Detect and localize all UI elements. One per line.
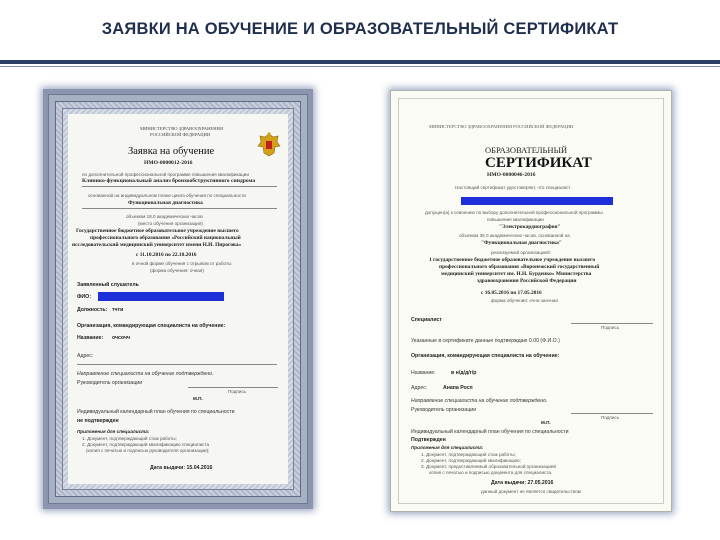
address-label: Адрес:: [77, 353, 94, 359]
plan-line: Индивидуальный календарный план обучения по специальности: [411, 429, 569, 435]
address-label: Адрес:: [411, 385, 428, 391]
org-name-value: очсочч: [112, 335, 130, 341]
certificate-kind: ОБРАЗОВАТЕЛЬНЫЙ: [485, 145, 568, 155]
specialty-intro: основанной на индивидуальном плане цикла обучения по специальности: [88, 193, 246, 198]
study-form-caption: (форма обучения: очная): [150, 268, 204, 273]
plan-line: Индивидуальный календарный план обучения по специальности: [77, 409, 235, 415]
ministry-line-1: МИНИСТЕРСТВО ЗДРАВООХРАНЕНИЯ: [140, 126, 223, 131]
attachments-label: Приложения для специалиста:: [411, 445, 484, 450]
slide-title: ЗАЯВКИ НА ОБУЧЕНИЕ И ОБРАЗОВАТЕЛЬНЫЙ СЕРТИФИКАТ: [101, 20, 619, 38]
attachment-2: 2. Документ, подтверждающий квалификацию специалиста: [82, 442, 210, 447]
specialist-signature-line: [571, 323, 653, 324]
certificate-number: НМО-0000046-2016: [487, 172, 536, 178]
attachments-label: Приложения для специалиста:: [77, 429, 150, 434]
hours-line: объемом 18.0 академических часов: [126, 214, 203, 219]
fio-label: ФИО:: [77, 294, 91, 300]
certifies-line: Настоящий сертификат удостоверяет, что специалист: [455, 185, 571, 190]
data-confirmation: Указанные в сертификате данные подтверждаю 0.00 (Ф.И.О.): [411, 338, 560, 344]
attachment-1: 1. Документ, подтверждающий стаж работы;: [421, 452, 516, 457]
position-value: тчти: [112, 307, 124, 313]
footer-note: данный документ не является свидетельством: [481, 489, 581, 494]
specialist-label: Специалист: [411, 317, 442, 323]
certificate-title: СЕРТИФИКАТ: [485, 155, 592, 171]
specialty-underline: [82, 208, 277, 209]
qualification-line: повышения квалификации: [487, 217, 544, 222]
implemented-by: реализуемой организацией:: [491, 250, 551, 255]
org-name-label: Название:: [77, 335, 104, 341]
education-certificate-document: [390, 90, 672, 512]
ministry-line-2: РОССИЙСКОЙ ФЕДЕРАЦИИ: [150, 132, 211, 137]
head-of-org-label: Руководитель организации: [77, 380, 143, 386]
attachment-1: 1. Документ, подтверждающий стаж работы;: [82, 436, 177, 441]
attachment-4: копия с печатью и подписью документа для специалиста.: [429, 470, 553, 475]
head-of-org-label: Руководитель организации: [411, 407, 477, 413]
application-paper: [68, 114, 288, 484]
head-signature-caption: Подпись: [601, 415, 620, 420]
issue-date: Дата выдачи: 27.05.2016: [491, 480, 554, 486]
redacted-name-box: [98, 292, 224, 301]
program-name: "Электрокардиография": [499, 224, 561, 230]
applicant-section-label: Заявленный слушатель: [77, 282, 139, 288]
program-intro: по дополнительной профессиональной программе повышения квалификации: [82, 172, 249, 177]
org-name-value: в н/д/д/г/р: [451, 370, 477, 376]
specialty-name: "Функциональная диагностика": [481, 240, 562, 246]
issue-date: Дата выдачи: 15.04.2016: [150, 465, 213, 471]
cert-org-line-3: медицинский университет им. Н.Н. Бурденко» Министерства: [441, 271, 592, 277]
certificate-ministry: МИНИСТЕРСТВО ЗДРАВООХРАНЕНИЯ РОССИЙСКОЙ ФЕДЕРАЦИИ: [429, 124, 574, 129]
stamp-mark: М.П.: [193, 396, 203, 401]
cert-org-line-2: профессионального образования «Воронежский государственный: [439, 264, 600, 270]
position-label: Должность:: [77, 307, 108, 313]
study-form: форма обучения: очно-заочная: [491, 298, 558, 303]
address-underline: [77, 364, 277, 365]
org-section-label: Организация, командирующая специалиста на обучение:: [77, 323, 226, 329]
org-line-3: исследовательский медицинский университет имени Н.И. Пирогова»: [72, 242, 242, 248]
attachment-3: (копия с печатью и подписью руководителя организации);: [86, 448, 210, 453]
address-value: Анапа Росп: [443, 385, 473, 391]
plan-status: Подтвержден: [411, 437, 446, 443]
head-signature-line: [571, 413, 653, 414]
org-line-1: Государственное бюджетное образовательное учреждение высшего: [76, 228, 239, 234]
redacted-name-box: [461, 197, 613, 205]
title-underline-thick: [0, 60, 720, 64]
cert-org-line-1: 1 государственное бюджетное образовательное учреждение высшего: [429, 257, 596, 263]
training-application-document: [43, 89, 313, 509]
signature-line: [188, 387, 278, 388]
specialist-signature-caption: Подпись: [601, 325, 620, 330]
cert-org-line-4: здравоохранения Российской Федерации: [477, 278, 577, 284]
signature-caption: Подпись: [228, 389, 247, 394]
admitted-line: допущен(а) к освоению по выбору дополнительной профессиональной программы: [425, 210, 603, 215]
training-dates: с 11.10.2016 по 22.10.2016: [136, 252, 197, 258]
direction-confirmed: Направление специалиста на обучение подтверждено.: [411, 398, 548, 404]
title-underline-thin: [0, 66, 720, 67]
attachment-3: 3. Документ, предоставляемый образовательной организацией: [421, 464, 557, 469]
attachment-2: 2. Документ, подтверждающий квалификацию;: [421, 458, 521, 463]
hours-line: объемом 36.0 академических часов, основанной на: [459, 233, 570, 238]
org-caption: (место обучения организация): [138, 221, 203, 226]
application-title: Заявка на обучение: [128, 146, 215, 157]
plan-status: не подтвержден: [77, 418, 119, 424]
org-name-label: Название:: [411, 370, 436, 376]
direction-confirmed: Направление специалиста на обучение подтверждено.: [77, 371, 214, 377]
training-dates: с 16.05.2016 по 17.05.2016: [481, 290, 542, 296]
stamp-mark: М.П.: [541, 420, 551, 425]
study-form-line: в очной форме обучения с отрывом от работы: [132, 261, 232, 266]
org-line-2: профессионального образования «Российский национальный: [90, 235, 241, 241]
org-section-label: Организация, командирующая специалиста на обучение:: [411, 353, 560, 359]
application-number: НМО-0000012-2016: [144, 160, 193, 166]
specialty-name: Функциональная диагностика: [128, 200, 203, 206]
program-underline: [82, 186, 277, 187]
program-name: Клинико-функциональный анализ бронхообструктивного синдрома: [82, 178, 256, 184]
coat-of-arms-icon: [256, 131, 282, 159]
